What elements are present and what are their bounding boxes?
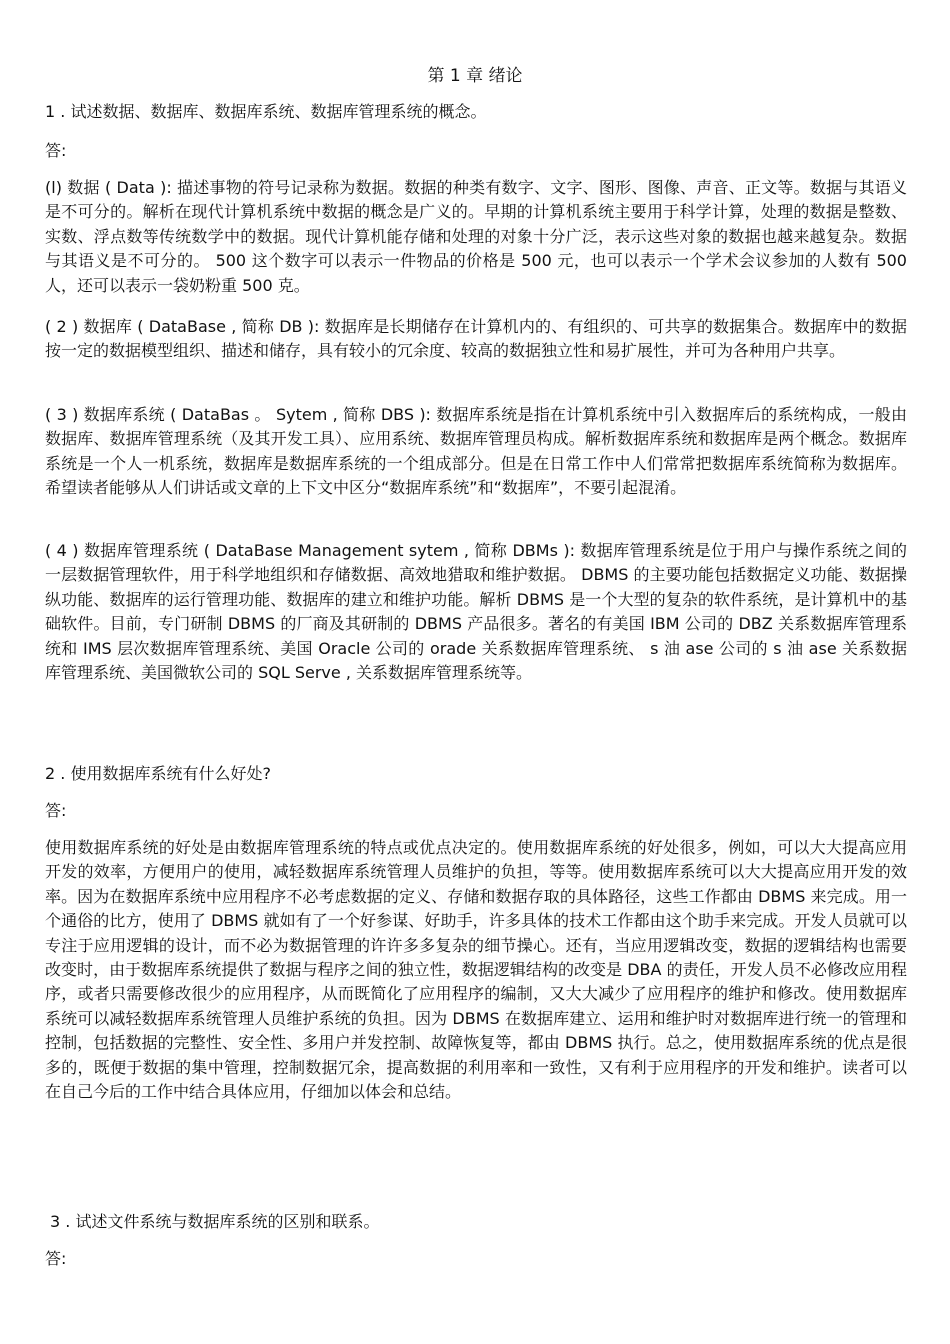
q1-item-data: (l) 数据 ( Data ): 描述事物的符号记录称为数据。数据的种类有数字、文字、图形、图像、声音、正文等。数据与其语义是不可分的。解析在现代计算机系统中数据的概念是广义的。早期的计算机系统主要用于科学计算，处理的数据是整数、实数、浮点数等传统数学中的数据。现代计算机能存储和处理的对象十分广泛，表示这些对象的数据也越来越复杂。数据与其语义是不可分的。 500 这个数字可以表示一件物品的价格是 500 元，也可以表示一个学术会议参加的人数有 500 人，还可以表示一袋奶粉重 500 克。	[45, 178, 907, 295]
q1-item-database-system: ( 3 ) 数据库系统 ( DataBas 。 Sytem , 简称 DBS ): 数据库系统是指在计算机系统中引入数据库后的系统构成，一般由数据库、数据库管理系统（及其开发工具）、应用系统、数据库管理员构成。解析数据库系统和数据库是两个概念。数据库系统是一个人一机系统，数据库是数据库系统的一个组成部分。但是在日常工作中人们常常把数据库系统简称为数据库。希望读者能够从人们讲话或文章的上下文中区分“数据库系统”和“数据库”，不要引起混淆。	[45, 405, 907, 498]
q2-answer-body: 使用数据库系统的好处是由数据库管理系统的特点或优点决定的。使用数据库系统的好处很多，例如，可以大大提高应用开发的效率，方便用户的使用，减轻数据库系统管理人员维护的负担，等等。使用数据库系统可以大大提高应用开发的效率。因为在数据库系统中应用程序不必考虑数据的定义、存储和数据存取的具体路径，这些工作都由 DBMS 来完成。用一个通俗的比方，使用了 DBMS 就如有了一个好参谋、好助手，许多具体的技术工作都由这个助手来完成。开发人员就可以专注于应用逻辑的设计，而不必为数据管理的许许多多复杂的细节操心。还有，当应用逻辑改变，数据的逻辑结构也需要改变时，由于数据库系统提供了数据与程序之间的独立性，数据逻辑结构的改变是 DBA 的责任，开发人员不必修改应用程序，或者只需要修改很少的应用程序，从而既简化了应用程序的编制，又大大减少了应用程序的维护和修改。使用数据库系统可以减轻数据库系统管理人员维护系统的负担。因为 DBMS 在数据库建立、运用和维护时对数据库进行统一的管理和控制，包括数据的完整性、安全性、多用户并发控制、故障恢复等，都由 DBMS 执行。总之，使用数据库系统的优点是很多的，既便于数据的集中管理，控制数据冗余，提高数据的利用率和一致性，又有利于应用程序的开发和维护。读者可以在自己今后的工作中结合具体应用，仔细加以体会和总结。	[45, 838, 907, 1102]
question-2: 2 . 使用数据库系统有什么好处?	[45, 764, 271, 783]
chapter-title: 第 1 章 绪论	[427, 66, 523, 86]
answer-label-2: 答:	[45, 801, 67, 820]
answer-label-3: 答:	[45, 1249, 67, 1268]
q1-item-dbms: ( 4 ) 数据库管理系统 ( DataBase Management sytem , 简称 DBMs ): 数据库管理系统是位于用户与操作系统之间的一层数据管理软件，用于科学地组织和存储数据、高效地猎取和维护数据。 DBMS 的主要功能包括数据定义功能、数据操纵功能、数据库的运行管理功能、数据库的建立和维护功能。解析 DBMS 是一个大型的复杂的软件系统，是计算机中的基础软件。目前，专门研制 DBMS 的厂商及其研制的 DBMS 产品很多。著名的有美国 IBM 公司的 DBZ 关系数据库管理系统和 IMS 层次数据库管理系统、美国 Oracle 公司的 orade 关系数据库管理系统、 s 油 ase 公司的 s 油 ase 关系数据库管理系统、美国微软公司的 SQL Serve , 关系数据库管理系统等。	[45, 541, 907, 683]
question-3: 3 . 试述文件系统与数据库系统的区别和联系。	[50, 1212, 380, 1231]
answer-label-1: 答:	[45, 141, 67, 160]
q1-item-database: ( 2 ) 数据库 ( DataBase , 简称 DB ): 数据库是长期储存在计算机内的、有组织的、可共享的数据集合。数据库中的数据按一定的数据模型组织、描述和储存，具有较小的冗余度、较高的数据独立性和易扩展性，并可为各种用户共享。	[45, 317, 907, 361]
question-1: 1 . 试述数据、数据库、数据库系统、数据库管理系统的概念。	[45, 102, 487, 121]
